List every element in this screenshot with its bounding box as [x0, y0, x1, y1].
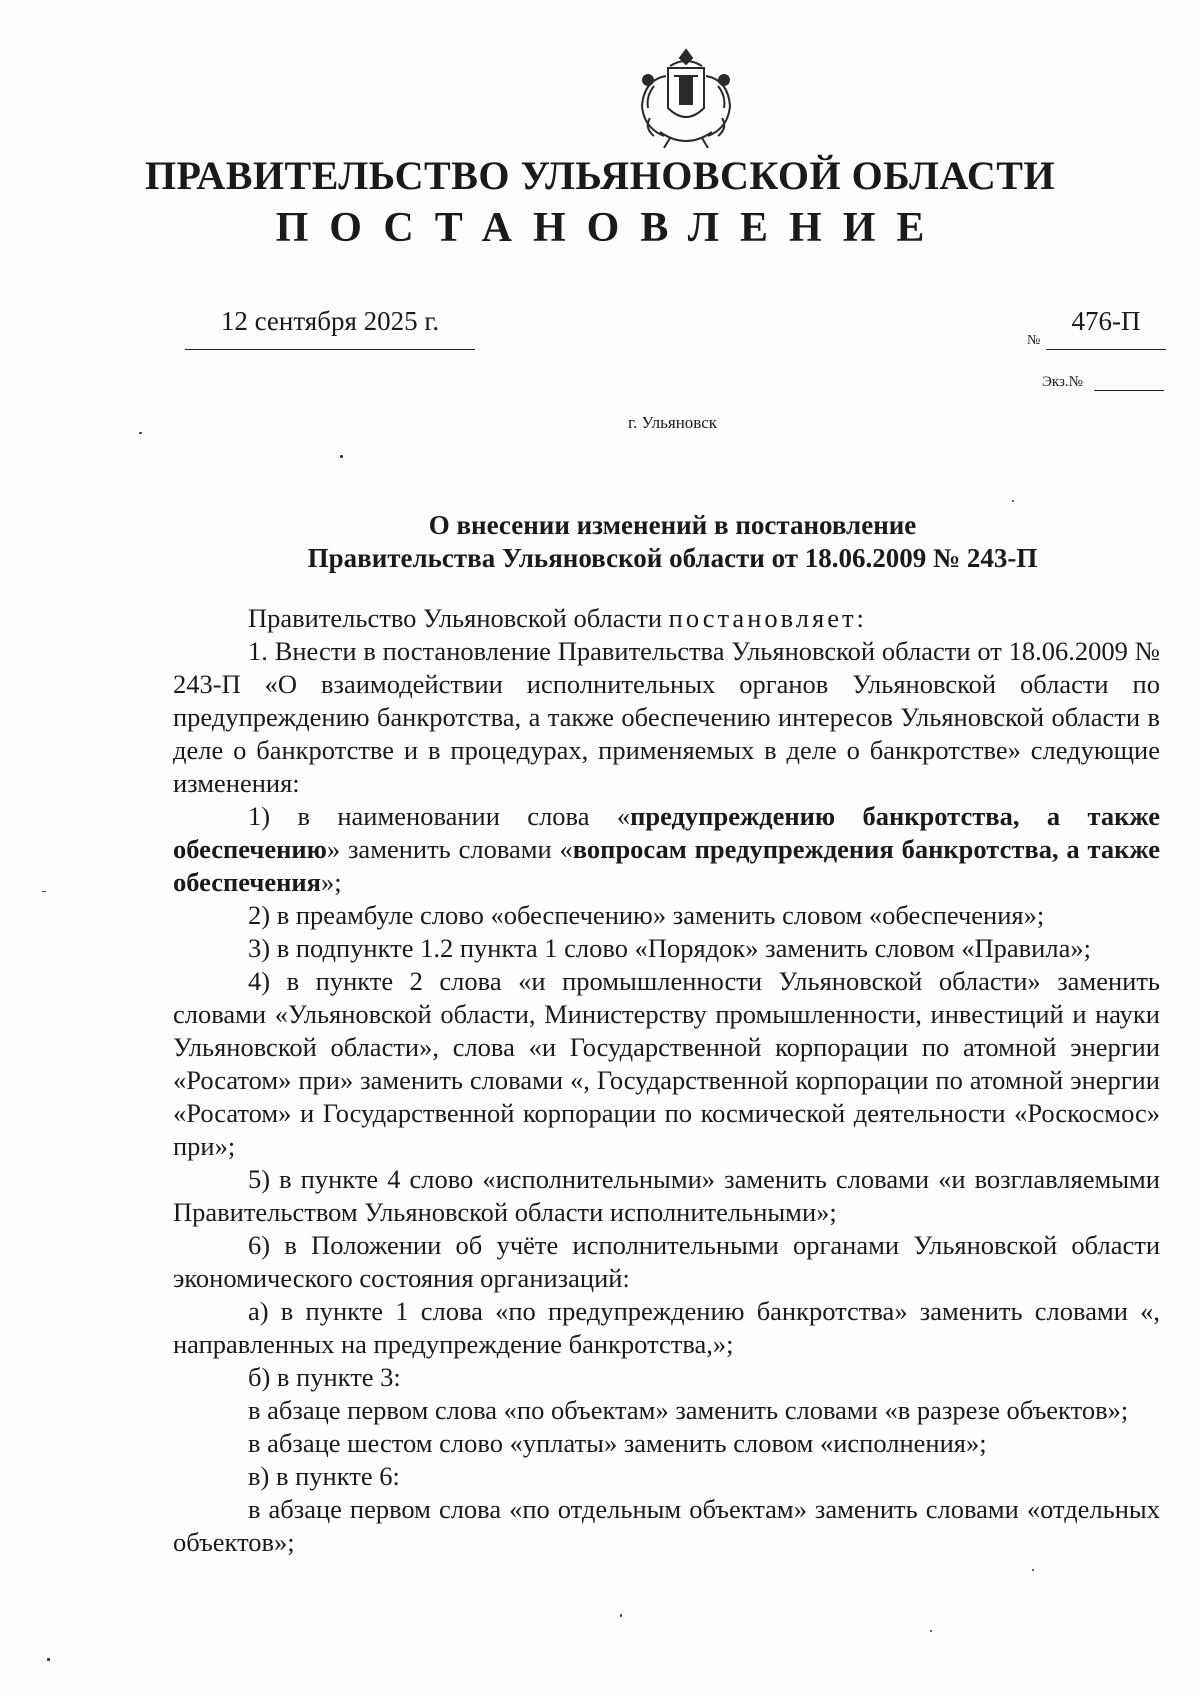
document-number: 476-П — [1071, 306, 1141, 336]
item-6: 6) в Положении об учёте исполнительными органами Ульяновской области экономического состояния организаций: — [173, 1230, 1160, 1293]
document-body — [173, 602, 1160, 1559]
scan-speck — [42, 891, 46, 892]
item-1-bold-old: предупреждению банкротства, а также обеспечению — [173, 801, 1160, 864]
subitem-b-paragraph-2: в абзаце шестом слово «уплаты» заменить словом «исполнения»; — [248, 1428, 987, 1458]
item-1-text-e: »; — [320, 867, 342, 897]
paragraph-1: 1. Внести в постановление Правительства Ульяновской области от 18.06.2009 № 243-П «О взаимодействии исполнительных органов Ульяновской области по предупреждению банкротства, а также обеспечению интересов Ульяновской области в деле о банкротстве и в процедурах, применяемых в деле о банкротстве» следующие изменения: — [173, 636, 1160, 798]
document-subject — [0, 509, 1200, 575]
item-3: 3) в подпункте 1.2 пункта 1 слово «Порядок» заменить словом «Правила»; — [248, 933, 1091, 963]
subitem-v-paragraph-1: в абзаце первом слова «по отдельным объектам» заменить словами «отдельных объектов»; — [173, 1494, 1160, 1557]
subitem-v: в) в пункте 6: — [248, 1461, 400, 1491]
item-1-bold-new: вопросам предупреждения банкротства, а также обеспечения — [173, 834, 1160, 897]
preamble-text: Правительство Ульяновской области — [248, 603, 669, 633]
document-type-title: ПОСТАНОВЛЕНИЕ — [275, 205, 946, 251]
scan-speck — [1012, 500, 1014, 502]
copy-number-label: Экз.№ — [1042, 374, 1083, 390]
subject-line-2: Правительства Ульяновской области от 18.06.2009 № 243-П — [307, 543, 1038, 573]
subitem-b: б) в пункте 3: — [248, 1362, 401, 1392]
scan-speck — [620, 1614, 622, 1617]
scan-speck — [139, 432, 142, 434]
item-4: 4) в пункте 2 слова «и промышленности Ульяновской области» заменить словами «Ульяновской области, Министерству промышленности, инвестиций и науки Ульяновской области», слова «и Государственной корпорации по атомной энергии «Росатом» при» заменить словами «, Государственной корпорации по атомной энергии «Росатом» и Государственной корпорации по космической деятельности «Роскосмос» при»; — [173, 966, 1160, 1161]
date-underline — [185, 349, 475, 350]
item-1-text-a: 1) в наименовании слова « — [248, 801, 631, 831]
item-5: 5) в пункте 4 слово «исполнительными» заменить словами «и возглавляемыми Правительством Ульяновской области исполнительными»; — [173, 1164, 1160, 1227]
document-date: 12 сентября 2025 г. — [220, 306, 440, 336]
preamble-paragraph — [173, 602, 1160, 635]
item-1-text-c: » заменить словами « — [326, 834, 573, 864]
preamble-colon: : — [856, 603, 864, 633]
coat-of-arms-emblem — [630, 46, 742, 154]
city-label: г. Ульяновск — [627, 413, 718, 432]
scan-speck — [340, 455, 343, 458]
number-underline — [1046, 349, 1166, 350]
item-1 — [173, 800, 1160, 899]
subitem-a: а) в пункте 1 слова «по предупреждению банкротства» заменить словами «, направленных на предупреждение банкротства,»; — [173, 1296, 1160, 1359]
scan-speck — [930, 1630, 932, 1632]
preamble-spaced-word: постановляет — [668, 603, 857, 633]
scan-speck — [47, 1658, 50, 1661]
item-2: 2) в преамбуле слово «обеспечению» заменить словом «обеспечения»; — [248, 900, 1045, 930]
scan-speck — [1032, 1569, 1034, 1571]
number-mark: № — [1027, 333, 1041, 348]
subject-line-1: О внесении изменений в постановление — [428, 510, 917, 540]
subitem-b-paragraph-1: в абзаце первом слова «по объектам» заменить словами «в разрезе объектов»; — [248, 1395, 1129, 1425]
organization-title: ПРАВИТЕЛЬСТВО УЛЬЯНОВСКОЙ ОБЛАСТИ — [144, 153, 1056, 198]
copy-number-underline — [1094, 390, 1164, 391]
